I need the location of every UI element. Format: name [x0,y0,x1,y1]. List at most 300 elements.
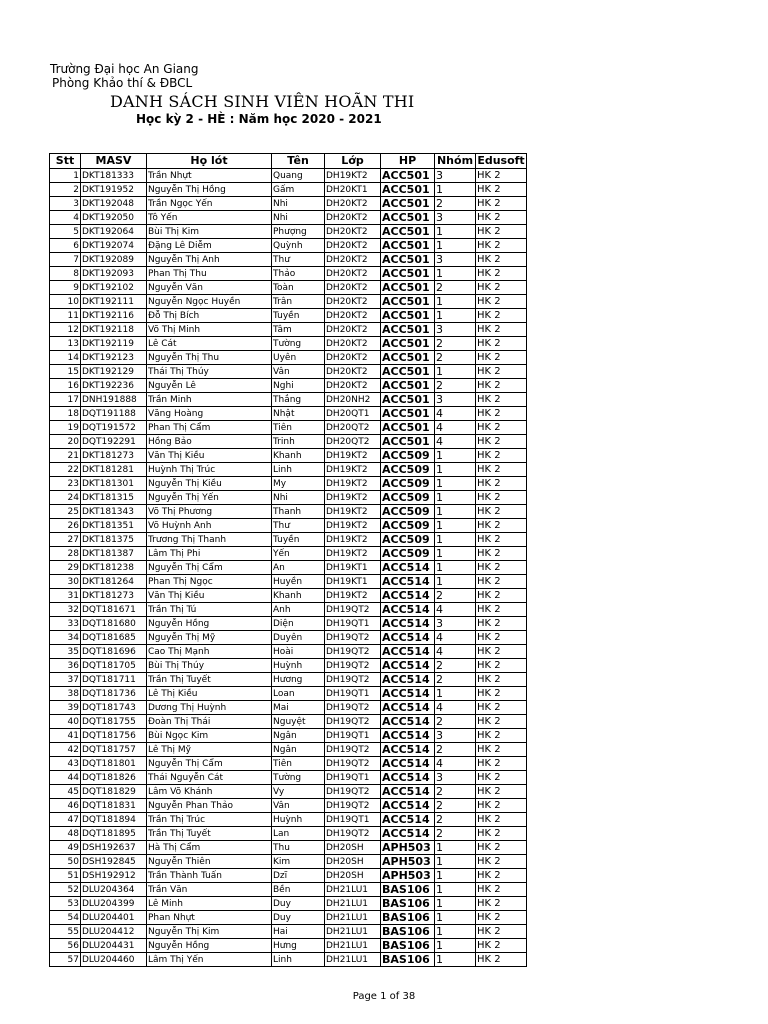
table-row [50,561,527,575]
table-row [50,701,527,715]
cell-masv: DSH192845 [81,855,147,869]
student-deferral-table [49,153,527,967]
cell-edusoft: HK 2 [476,869,527,883]
cell-masv: DKT192048 [81,197,147,211]
table-row [50,589,527,603]
cell-masv: DQT181671 [81,603,147,617]
cell-stt: 2 [50,183,81,197]
cell-lop: DH20KT2 [325,365,381,379]
cell-edusoft: HK 2 [476,169,527,183]
cell-ten: Thư [272,253,325,267]
table-row [50,505,527,519]
cell-edusoft: HK 2 [476,295,527,309]
cell-lop: DH20KT2 [325,211,381,225]
cell-ten: Trân [272,295,325,309]
cell-lop: DH20KT1 [325,183,381,197]
cell-stt: 21 [50,449,81,463]
cell-nhom: 1 [435,561,476,575]
cell-edusoft: HK 2 [476,589,527,603]
cell-ho-lot: Lâm Thị Phi [147,547,272,561]
table-row [50,729,527,743]
cell-lop: DH20KT2 [325,281,381,295]
cell-lop: DH19KT2 [325,547,381,561]
table-row [50,813,527,827]
cell-stt: 27 [50,533,81,547]
table-row [50,939,527,953]
cell-ten: Hương [272,673,325,687]
cell-nhom: 1 [435,183,476,197]
cell-ten: Kim [272,855,325,869]
cell-lop: DH19KT2 [325,477,381,491]
cell-ho-lot: Thái Thị Thúy [147,365,272,379]
cell-lop: DH21LU1 [325,925,381,939]
cell-edusoft: HK 2 [476,323,527,337]
cell-edusoft: HK 2 [476,211,527,225]
cell-edusoft: HK 2 [476,393,527,407]
cell-lop: DH19KT2 [325,589,381,603]
cell-lop: DH19QT2 [325,715,381,729]
cell-nhom: 1 [435,547,476,561]
cell-nhom: 1 [435,491,476,505]
table-row [50,575,527,589]
cell-masv: DKT181301 [81,477,147,491]
cell-edusoft: HK 2 [476,561,527,575]
table-row [50,519,527,533]
cell-ten: Thắng [272,393,325,407]
cell-hp: ACC514 [381,603,435,617]
cell-stt: 44 [50,771,81,785]
cell-masv: DNH191888 [81,393,147,407]
cell-lop: DH21LU1 [325,953,381,967]
cell-ten: Diện [272,617,325,631]
cell-ten: Nghi [272,379,325,393]
cell-nhom: 1 [435,939,476,953]
cell-ho-lot: Phan Thị Cẩm [147,421,272,435]
cell-masv: DLU204399 [81,897,147,911]
cell-ho-lot: Trần Văn [147,883,272,897]
cell-stt: 47 [50,813,81,827]
table-row [50,799,527,813]
cell-masv: DLU204401 [81,911,147,925]
cell-stt: 31 [50,589,81,603]
cell-edusoft: HK 2 [476,701,527,715]
cell-masv: DKT181375 [81,533,147,547]
table-row [50,211,527,225]
cell-ten: Tuyền [272,533,325,547]
cell-masv: DLU204460 [81,953,147,967]
cell-hp: ACC514 [381,757,435,771]
cell-hp: ACC501 [381,365,435,379]
table-row [50,463,527,477]
cell-stt: 19 [50,421,81,435]
cell-ho-lot: Dương Thị Huỳnh [147,701,272,715]
cell-ho-lot: Hồng Bảo [147,435,272,449]
cell-masv: DKT192123 [81,351,147,365]
cell-lop: DH19QT1 [325,771,381,785]
cell-hp: ACC509 [381,463,435,477]
cell-nhom: 2 [435,589,476,603]
cell-hp: ACC501 [381,435,435,449]
table-row [50,771,527,785]
cell-stt: 41 [50,729,81,743]
cell-stt: 5 [50,225,81,239]
cell-lop: DH20KT2 [325,197,381,211]
table-row [50,925,527,939]
cell-ho-lot: Trần Thị Trúc [147,813,272,827]
table-row [50,603,527,617]
cell-edusoft: HK 2 [476,659,527,673]
cell-ten: Tâm [272,323,325,337]
cell-nhom: 1 [435,953,476,967]
table-row [50,785,527,799]
cell-hp: ACC501 [381,267,435,281]
cell-masv: DQT181757 [81,743,147,757]
cell-masv: DQT181696 [81,645,147,659]
cell-lop: DH20KT2 [325,225,381,239]
cell-hp: ACC501 [381,183,435,197]
cell-edusoft: HK 2 [476,631,527,645]
cell-hp: ACC514 [381,575,435,589]
cell-stt: 34 [50,631,81,645]
cell-ten: Huyền [272,575,325,589]
cell-hp: ACC514 [381,771,435,785]
cell-hp: ACC514 [381,785,435,799]
cell-hp: ACC514 [381,827,435,841]
cell-ho-lot: Thái Nguyễn Cát [147,771,272,785]
cell-masv: DKT192116 [81,309,147,323]
cell-nhom: 2 [435,785,476,799]
cell-nhom: 1 [435,295,476,309]
cell-stt: 38 [50,687,81,701]
cell-stt: 25 [50,505,81,519]
cell-hp: ACC501 [381,421,435,435]
cell-lop: DH19QT2 [325,645,381,659]
table-row [50,687,527,701]
cell-hp: ACC514 [381,645,435,659]
cell-ten: Huỳnh [272,813,325,827]
table-row [50,407,527,421]
cell-masv: DSH192637 [81,841,147,855]
cell-edusoft: HK 2 [476,225,527,239]
cell-lop: DH19KT2 [325,519,381,533]
cell-hp: ACC514 [381,813,435,827]
cell-ho-lot: Trần Minh [147,393,272,407]
cell-edusoft: HK 2 [476,491,527,505]
cell-nhom: 1 [435,519,476,533]
cell-hp: ACC501 [381,253,435,267]
cell-nhom: 1 [435,855,476,869]
cell-nhom: 4 [435,701,476,715]
cell-lop: DH20KT2 [325,379,381,393]
cell-masv: DKT181333 [81,169,147,183]
cell-ten: Thu [272,841,325,855]
cell-lop: DH19KT2 [325,505,381,519]
cell-nhom: 1 [435,841,476,855]
cell-nhom: 2 [435,281,476,295]
cell-edusoft: HK 2 [476,855,527,869]
cell-ten: Anh [272,603,325,617]
cell-lop: DH19KT2 [325,491,381,505]
cell-ho-lot: Trần Thị Tuyết [147,673,272,687]
cell-hp: APH503 [381,855,435,869]
cell-masv: DQT181743 [81,701,147,715]
cell-hp: ACC509 [381,477,435,491]
cell-ten: Lan [272,827,325,841]
cell-nhom: 3 [435,169,476,183]
table-row [50,323,527,337]
cell-ten: An [272,561,325,575]
cell-edusoft: HK 2 [476,883,527,897]
table-row [50,267,527,281]
cell-nhom: 1 [435,575,476,589]
cell-stt: 53 [50,897,81,911]
cell-masv: DSH192912 [81,869,147,883]
cell-masv: DKT192093 [81,267,147,281]
cell-ho-lot: Lâm Võ Khánh [147,785,272,799]
cell-lop: DH21LU1 [325,939,381,953]
cell-masv: DKT181238 [81,561,147,575]
cell-ho-lot: Bùi Ngọc Kim [147,729,272,743]
cell-nhom: 1 [435,449,476,463]
cell-ho-lot: Lê Minh [147,897,272,911]
document-title: DANH SÁCH SINH VIÊN HOÃN THI [110,92,415,111]
cell-stt: 28 [50,547,81,561]
cell-ho-lot: Nguyễn Thị Mỹ [147,631,272,645]
cell-edusoft: HK 2 [476,953,527,967]
table-row [50,239,527,253]
cell-ho-lot: Nguyễn Thiên [147,855,272,869]
cell-ten: Thảo [272,267,325,281]
cell-ho-lot: Huỳnh Thị Trúc [147,463,272,477]
cell-stt: 48 [50,827,81,841]
cell-lop: DH19QT2 [325,757,381,771]
cell-nhom: 3 [435,211,476,225]
cell-ho-lot: Nguyễn Thị Thu [147,351,272,365]
cell-ho-lot: Trần Thị Tú [147,603,272,617]
cell-ten: Mai [272,701,325,715]
cell-masv: DKT181343 [81,505,147,519]
cell-stt: 8 [50,267,81,281]
cell-masv: DQT191188 [81,407,147,421]
table-row [50,281,527,295]
cell-stt: 42 [50,743,81,757]
col-header-masv: MASV [81,154,147,169]
col-header-edusoft: Edusoft [477,154,525,167]
cell-nhom: 4 [435,757,476,771]
cell-edusoft: HK 2 [476,463,527,477]
cell-ten: Thư [272,519,325,533]
cell-lop: DH20QT2 [325,435,381,449]
cell-ho-lot: Nguyễn Thị Kiều [147,477,272,491]
cell-masv: DLU204364 [81,883,147,897]
table-row [50,449,527,463]
cell-ho-lot: Lâm Thị Yến [147,953,272,967]
cell-lop: DH19QT2 [325,603,381,617]
cell-ten: Tiên [272,757,325,771]
cell-lop: DH20NH2 [325,393,381,407]
cell-masv: DKT181273 [81,589,147,603]
cell-nhom: 2 [435,337,476,351]
cell-masv: DKT181351 [81,519,147,533]
cell-ten: Vân [272,365,325,379]
cell-masv: DKT192118 [81,323,147,337]
cell-lop: DH19QT2 [325,659,381,673]
cell-hp: ACC501 [381,309,435,323]
cell-nhom: 1 [435,911,476,925]
cell-ho-lot: Nguyễn Thị Yến [147,491,272,505]
cell-stt: 32 [50,603,81,617]
cell-ten: Tuyền [272,309,325,323]
cell-ho-lot: Trần Thành Tuấn [147,869,272,883]
cell-nhom: 1 [435,869,476,883]
cell-stt: 16 [50,379,81,393]
cell-ho-lot: Phan Nhựt [147,911,272,925]
table-row [50,365,527,379]
cell-lop: DH20SH [325,869,381,883]
cell-masv: DQT181831 [81,799,147,813]
cell-stt: 17 [50,393,81,407]
cell-ho-lot: Trương Thị Thanh [147,533,272,547]
cell-masv: DQT181826 [81,771,147,785]
cell-edusoft: HK 2 [476,911,527,925]
cell-masv: DKT192102 [81,281,147,295]
cell-lop: DH20KT2 [325,309,381,323]
cell-nhom: 4 [435,603,476,617]
cell-edusoft: HK 2 [476,673,527,687]
cell-edusoft: HK 2 [476,267,527,281]
cell-hp: ACC501 [381,197,435,211]
cell-ho-lot: Nguyễn Hồng [147,939,272,953]
col-header-ho-lot: Họ lót [147,154,272,169]
cell-stt: 45 [50,785,81,799]
cell-lop: DH20KT2 [325,253,381,267]
cell-nhom: 4 [435,407,476,421]
cell-ho-lot: Văn Thị Kiều [147,449,272,463]
cell-lop: DH19QT2 [325,785,381,799]
table-row [50,183,527,197]
cell-edusoft: HK 2 [476,603,527,617]
cell-lop: DH19KT1 [325,575,381,589]
cell-lop: DH19KT1 [325,561,381,575]
cell-stt: 14 [50,351,81,365]
cell-ten: Ngân [272,729,325,743]
cell-hp: ACC514 [381,729,435,743]
cell-stt: 10 [50,295,81,309]
cell-ho-lot: Trần Ngọc Yến [147,197,272,211]
cell-ho-lot: Nguyễn Phan Thảo [147,799,272,813]
cell-stt: 22 [50,463,81,477]
org-line-department: Phòng Khảo thí & ĐBCL [52,76,193,90]
cell-lop: DH19QT2 [325,673,381,687]
cell-edusoft: HK 2 [476,715,527,729]
cell-edusoft: HK 2 [476,813,527,827]
cell-lop: DH21LU1 [325,883,381,897]
cell-hp: BAS106 [381,911,435,925]
cell-lop: DH19KT2 [325,169,381,183]
cell-edusoft: HK 2 [476,799,527,813]
cell-nhom: 1 [435,239,476,253]
cell-hp: ACC501 [381,351,435,365]
cell-ho-lot: Lê Thị Kiều [147,687,272,701]
cell-stt: 50 [50,855,81,869]
cell-ten: Quang [272,169,325,183]
table-row [50,379,527,393]
cell-edusoft: HK 2 [476,337,527,351]
table-row [50,533,527,547]
cell-edusoft: HK 2 [476,351,527,365]
cell-lop: DH19QT2 [325,799,381,813]
cell-edusoft: HK 2 [476,505,527,519]
cell-stt: 49 [50,841,81,855]
cell-hp: ACC501 [381,379,435,393]
cell-ten: Bền [272,883,325,897]
cell-stt: 51 [50,869,81,883]
table-row [50,743,527,757]
cell-lop: DH20KT2 [325,323,381,337]
cell-lop: DH20KT2 [325,239,381,253]
cell-masv: DQT181829 [81,785,147,799]
cell-stt: 20 [50,435,81,449]
cell-hp: ACC501 [381,337,435,351]
cell-hp: ACC509 [381,533,435,547]
cell-ho-lot: Bùi Thị Kim [147,225,272,239]
cell-ten: Duyên [272,631,325,645]
cell-hp: ACC514 [381,687,435,701]
cell-stt: 6 [50,239,81,253]
cell-hp: APH503 [381,869,435,883]
cell-ten: Hoài [272,645,325,659]
cell-nhom: 1 [435,477,476,491]
col-header-hp: HP [381,154,435,169]
cell-edusoft: HK 2 [476,449,527,463]
cell-nhom: 2 [435,827,476,841]
table-header-row [50,154,527,169]
cell-stt: 4 [50,211,81,225]
cell-masv: DQT181685 [81,631,147,645]
cell-edusoft: HK 2 [476,407,527,421]
table-row [50,673,527,687]
table-row [50,477,527,491]
cell-ten: Hưng [272,939,325,953]
cell-masv: DQT181801 [81,757,147,771]
cell-nhom: 1 [435,309,476,323]
table-row [50,827,527,841]
cell-lop: DH20KT2 [325,337,381,351]
cell-nhom: 2 [435,659,476,673]
cell-ten: Loan [272,687,325,701]
cell-nhom: 2 [435,673,476,687]
cell-ten: Nhi [272,491,325,505]
cell-ho-lot: Nguyễn Thị Cẩm [147,561,272,575]
cell-hp: BAS106 [381,939,435,953]
cell-ten: Thanh [272,505,325,519]
cell-ten: Nhi [272,197,325,211]
cell-edusoft: HK 2 [476,687,527,701]
cell-nhom: 2 [435,799,476,813]
cell-lop: DH20QT2 [325,421,381,435]
cell-masv: DKT191952 [81,183,147,197]
cell-stt: 18 [50,407,81,421]
cell-lop: DH20KT2 [325,351,381,365]
table-row [50,897,527,911]
cell-ten: Tường [272,337,325,351]
cell-nhom: 3 [435,393,476,407]
cell-hp: ACC501 [381,281,435,295]
cell-ho-lot: Nguyễn Ngọc Huyền [147,295,272,309]
cell-masv: DQT181755 [81,715,147,729]
cell-lop: DH19QT1 [325,617,381,631]
cell-ho-lot: Cao Thị Mạnh [147,645,272,659]
